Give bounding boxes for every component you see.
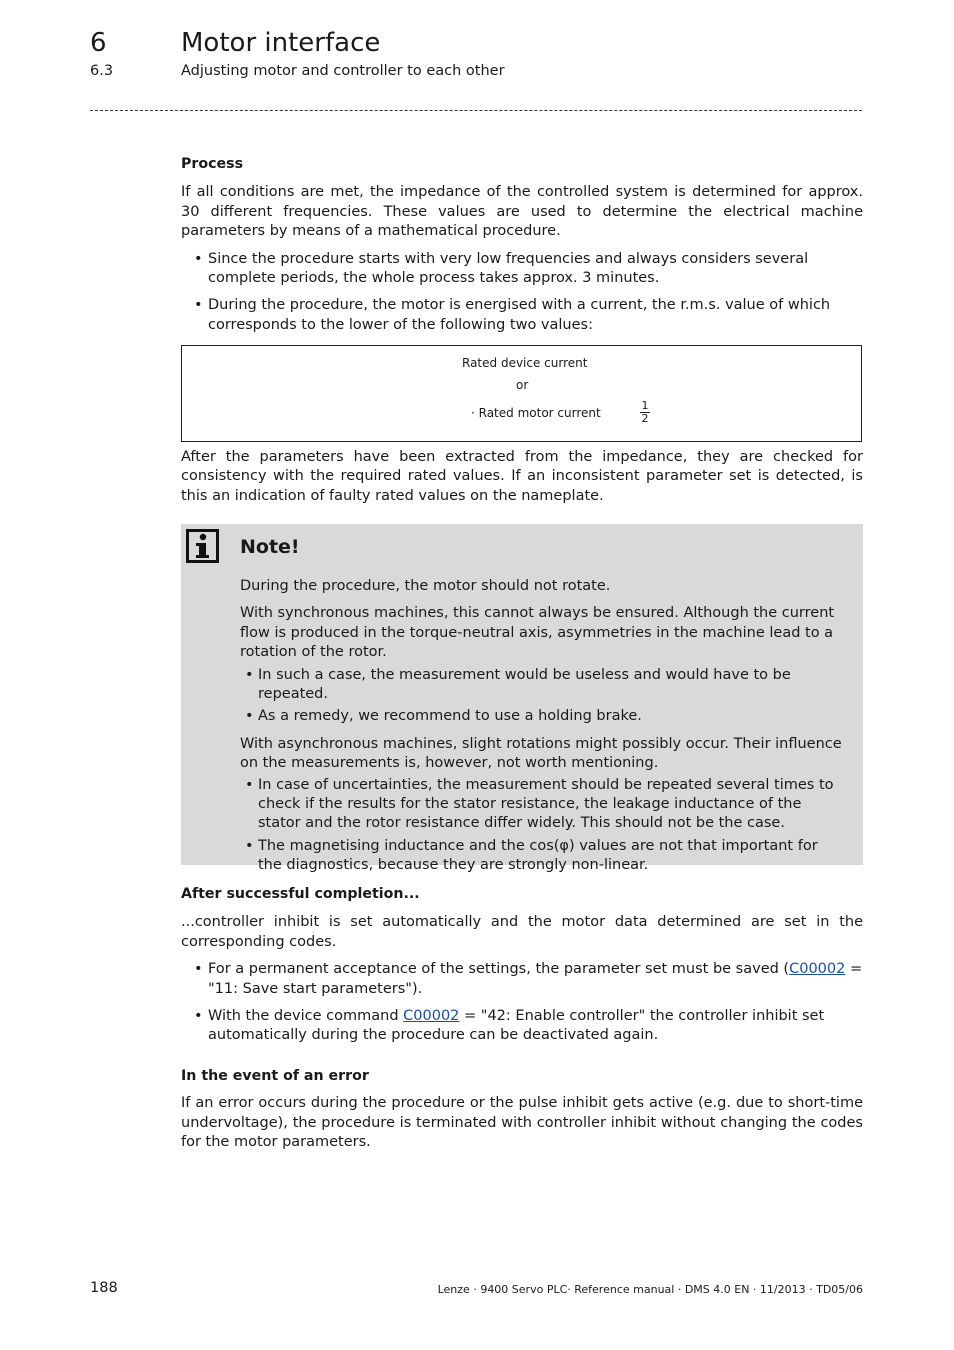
note-paragraph: During the procedure, the motor should not rotate. [240,578,611,594]
footer-reference: Lenze · 9400 Servo PLC· Reference manual · DMS 4.0 EN · 11/2013 · TD05/06 [437,1283,863,1296]
section-number: 6.3 [90,63,114,79]
info-icon [186,529,219,563]
process-section [181,155,863,335]
note-paragraph: With asynchronous machines, slight rotations might possibly occur. Their influence on the measurements is, however, not worth mentioning. [240,735,842,772]
bullet-text: = "11: Save start parameters"). [208,961,863,997]
formula-or: or [516,378,529,392]
section-title: Adjusting motor and controller to each other [181,63,505,79]
list-item: • The magnetising inductance and the cos(φ) values are not that important for the diagnostics, because they are strongly non-linear. [240,837,846,876]
note-box [181,524,863,874]
process-intro: If all conditions are met, the impedance of the controlled system is determined for approx. 30 different frequencies. These values are used to determine the electrical machine parameters by means of a mathematical procedure. [181,184,863,240]
list-item: • In such a case, the measurement would be useless and would have to be repeated. [240,666,846,705]
c00002-link[interactable]: C00002 [403,1008,460,1025]
list-item: • As a remedy, we recommend to use a holding brake. [240,707,846,726]
error-section [181,1067,863,1153]
completion-section [181,885,863,1046]
formula-line-motor-current: · Rated motor current [471,406,601,420]
page-number: 188 [90,1280,118,1296]
after-extraction-text: After the parameters have been extracted from the impedance, they are checked for consistency with the required rated values. If an inconsistent parameter set is detected, is this an indication of faulty rated values on the nameplate. [181,449,863,504]
process-bullets [181,250,863,336]
list-item [181,1007,863,1046]
fraction-numerator: 1 [641,399,649,412]
bullet-text: For a permanent acceptance of the settings, the parameter set must be saved ( [208,961,790,978]
note-bullets-synchronous [240,666,846,727]
bullet-text: = "42: Enable controller" the controller inhibit set automatically during the procedure can be deactivated again. [208,1008,825,1044]
note-bullets-asynchronous [240,776,846,876]
completion-bullets [181,960,863,1046]
chapter-number: 6 [90,28,107,58]
fraction-denominator: 2 [641,412,649,425]
list-item [181,960,863,999]
error-heading: In the event of an error [181,1068,369,1084]
process-heading: Process [181,156,244,172]
list-item: • In case of uncertainties, the measurement should be repeated several times to check if the results for the stator resistance, the leakage inductance of the stator and the rotor resistance differ widely. This should not be the case. [240,776,846,834]
chapter-title: Motor interface [181,28,381,58]
completion-heading: After successful completion... [181,886,420,902]
note-title: Note! [240,536,300,558]
formula-line-device-current: Rated device current [462,356,588,370]
formula-fraction [640,400,650,425]
note-paragraph: With synchronous machines, this cannot always be ensured. Although the current flow is produced in the torque-neutral axis, asymmetries in the machine lead to a rotation of the rotor. [240,605,835,661]
after-extraction-section [181,448,863,506]
completion-text: ...controller inhibit is set automatically and the motor data determined are set in the corresponding codes. [181,914,863,950]
header-divider [90,110,862,111]
note-body [240,577,846,876]
c00002-link[interactable]: C00002 [789,961,846,978]
bullet-text: With the device command [208,1008,404,1025]
list-item: • Since the procedure starts with very low frequencies and always considers several complete periods, the whole process takes approx. 3 minutes. [181,250,863,289]
list-item: • During the procedure, the motor is energised with a current, the r.m.s. value of which corresponds to the lower of the following two values: [181,296,863,335]
error-text: If an error occurs during the procedure or the pulse inhibit gets active (e.g. due to short-time undervoltage), the procedure is terminated with controller inhibit without changing the codes for the motor parameters. [181,1095,863,1151]
formula-box [181,345,862,442]
